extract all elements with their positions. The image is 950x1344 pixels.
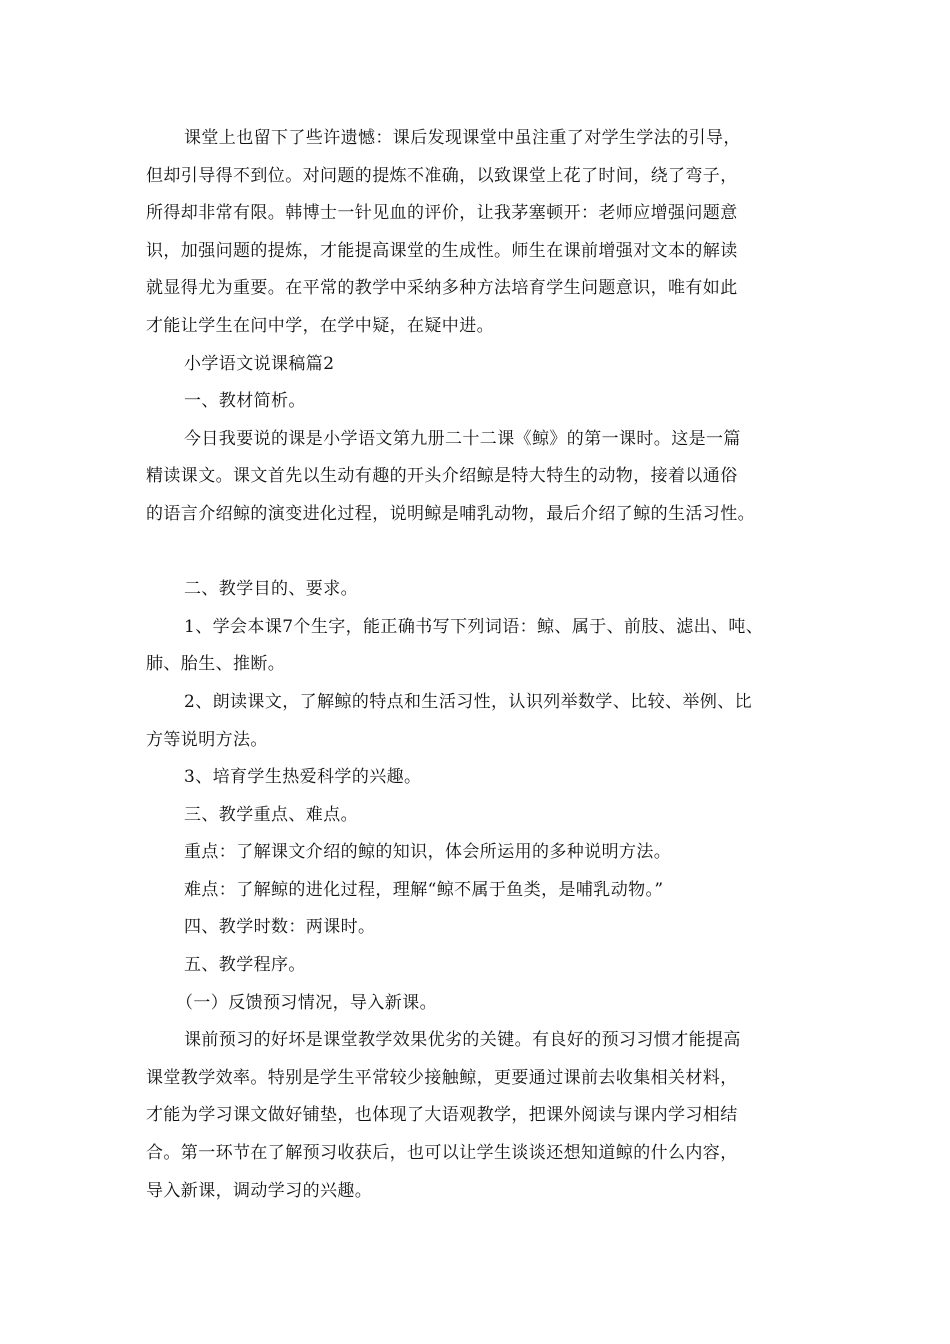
heading-textbook-analysis: 一、教材简析。 [184, 391, 306, 412]
text-line: 才能让学生在问中学，在学中疑，在疑中进。 [146, 315, 494, 336]
key-point: 重点：了解课文介绍的鲸的知识，体会所运用的多种说明方法。 [184, 842, 672, 863]
text-line: 合。第一环节在了解预习收获后，也可以让学生谈谈还想知道鲸的什么内容， [146, 1143, 738, 1164]
blank-line [146, 534, 826, 572]
sub-heading-preview: （一）反馈预习情况，导入新课。 [176, 992, 437, 1013]
goal-item-2: 2、朗读课文，了解鲸的特点和生活习性，认识列举数学、比较、举例、比 [184, 691, 753, 712]
heading-class-hours: 四、教学时数：两课时。 [184, 917, 376, 938]
document-body [146, 120, 826, 1210]
text-line: 课前预习的好坏是课堂教学效果优劣的关键。有良好的预习习惯才能提高 [184, 1030, 741, 1051]
text-line: 就显得尤为重要。在平常的教学中采纳多种方法培育学生问题意识，唯有如此 [146, 278, 738, 299]
text-line: 导入新课，调动学习的兴趣。 [146, 1180, 373, 1201]
goal-item-3: 3、培育学生热爱科学的兴趣。 [184, 767, 422, 788]
goal-item-2-cont: 方等说明方法。 [146, 729, 268, 750]
text-line: 今日我要说的课是小学语文第九册二十二课《鲸》的第一课时。这是一篇 [184, 428, 741, 449]
difficult-point: 难点：了解鲸的进化过程，理解“鲸不属于鱼类，是哺乳动物。” [184, 879, 664, 900]
heading-teaching-goals: 二、教学目的、要求。 [184, 579, 358, 600]
text-line: 精读课文。课文首先以生动有趣的开头介绍鲸是特大特生的动物，接着以通俗 [146, 466, 738, 487]
paragraph-reflection [146, 120, 826, 346]
section-title: 小学语文说课稿篇2 [184, 353, 335, 374]
heading-teaching-procedure: 五、教学程序。 [184, 955, 306, 976]
paragraph-preview [146, 1022, 826, 1210]
paragraph-textbook-analysis [146, 421, 826, 534]
text-line: 才能为学习课文做好铺垫，也体现了大语观教学，把课外阅读与课内学习相结 [146, 1105, 738, 1126]
text-line: 识，加强问题的提炼，才能提高课堂的生成性。师生在课前增强对文本的解读 [146, 240, 738, 261]
text-line: 所得却非常有限。韩博士一针见血的评价，让我茅塞顿开：老师应增强问题意 [146, 203, 738, 224]
text-line: 课堂教学效率。特别是学生平常较少接触鲸，更要通过课前去收集相关材料， [146, 1067, 738, 1088]
text-line: 但却引导得不到位。对问题的提炼不准确，以致课堂上花了时间，绕了弯子， [146, 165, 738, 186]
text-line: 的语言介绍鲸的演变进化过程，说明鲸是哺乳动物，最后介绍了鲸的生活习性。 [146, 503, 755, 524]
goal-item-1: 1、学会本课7个生字，能正确书写下列词语：鲸、属于、前肢、滤出、吨、 [184, 616, 764, 637]
heading-key-points: 三、教学重点、难点。 [184, 804, 358, 825]
goal-item-1-cont: 肺、胎生、推断。 [146, 654, 286, 675]
text-line: 课堂上也留下了些许遗憾：课后发现课堂中虽注重了对学生学法的引导， [184, 128, 741, 148]
